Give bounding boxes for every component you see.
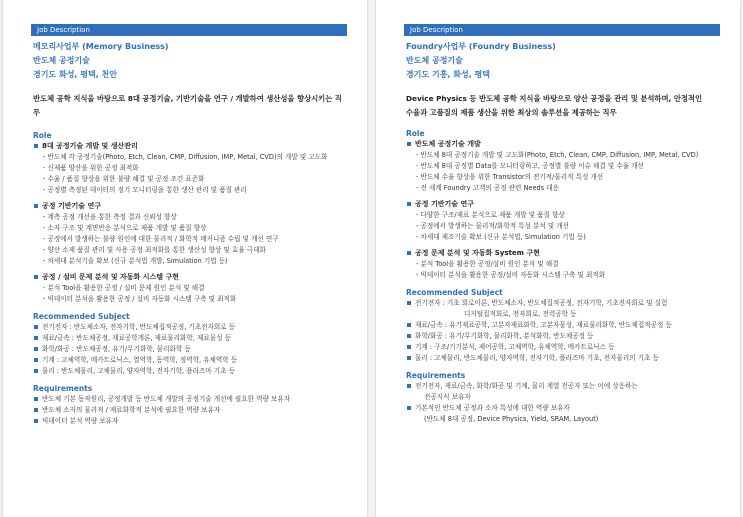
square-bullet-icon: [34, 369, 38, 373]
role-detail: - 신제품 양산을 위한 공정 최적화: [43, 164, 139, 172]
role-group: [406, 248, 718, 281]
square-bullet-icon: [407, 202, 411, 206]
square-bullet-icon: [34, 144, 38, 148]
role-heading: Role: [406, 129, 425, 138]
role-heading: Role: [33, 131, 52, 140]
role-detail: - 반도체 각 공정기술(Photo, Etch, Clean, CMP, Diffusion, IMP, Metal, CVD)의 개발 및 고도화: [43, 153, 328, 161]
role-detail: - 소자 구조 및 계면반응 분석으로 제품 개발 및 품질 향상: [43, 224, 207, 232]
role-item-title: 공정 / 설비 문제 분석 및 자동화 시스템 구현: [33, 272, 345, 283]
job-intro: 반도체 공학 지식을 바탕으로 8대 공정기술, 기반기술을 연구 / 개발하여 생산성을 향상시키는 직무: [33, 94, 342, 117]
role-group: [33, 201, 345, 267]
role-detail: - 수율 / 품질 향상을 위한 불량 해결 및 공정 조건 표준화: [43, 175, 205, 183]
page-content: [406, 40, 718, 430]
requirement-item: 전기전자, 재료/금속, 화학/화공 및 기계, 물리 계열 전공자 또는 이에 상응하는: [406, 381, 718, 392]
subject-item-continued: 디지털집적회로, 전자회로, 전력공학 등: [464, 310, 577, 318]
square-bullet-icon: [407, 251, 411, 255]
subject-item: 전기전자 : 기초 회로이론, 반도체소자, 반도체집적공정, 전자기학, 기초전자회로 및 실험: [406, 298, 718, 309]
role-detail: - 공정별 측정된 데이터의 정기 모니터링을 통한 생산 관리 및 품질 관리: [43, 186, 247, 194]
requirements-heading: Requirements: [33, 384, 93, 393]
requirement-item-continued: (반도체 8대 공정, Device Physics, Yield, SRAM, Layout): [424, 415, 599, 423]
role-item-title: 공정 문제 분석 및 자동화 System 구현: [406, 248, 718, 259]
role-item-title: 8대 공정기술 개발 및 생산관리: [33, 141, 345, 152]
role-detail: - 차세대 제조기술 확보 (신규 분석법, Simulation 기법 등): [416, 233, 586, 241]
requirement-item: 기본적인 반도체 공정과 소자 특성에 대한 역량 보유자: [406, 403, 718, 414]
subject-item: 재료/금속 : 유기재료공학, 고분자재료화학, 고분자물성, 재료물리화학, 반도체집적공정 등: [406, 320, 718, 331]
job-description-header: Job Description: [404, 24, 720, 36]
requirement-item: 빅데이터 분석 역량 보유자: [33, 416, 345, 427]
square-bullet-icon: [34, 347, 38, 351]
subject-list: [33, 322, 345, 377]
square-bullet-icon: [407, 356, 411, 360]
role-detail: - 계측 공정 개선을 통한 측정 결과 신뢰성 향상: [43, 213, 177, 221]
subject-item: 전기전자 : 반도체소자, 전자기학, 반도체집적공정, 기초전자회로 등: [33, 322, 345, 333]
role-detail: - 반도체 8대 공정별 Data를 모니터링하고, 공정별 불량 이슈 해결 및 수율 개선: [416, 162, 644, 170]
role-group: [33, 141, 345, 196]
requirement-item-continued: 전공지식 보유자: [424, 393, 471, 401]
subject-item: 물리 : 반도체물리, 고체물리, 양자역학, 전자기학, 플라즈마 기초 등: [33, 366, 345, 377]
role-group: [406, 139, 718, 194]
field-title: 반도체 공정기술: [406, 56, 463, 65]
role-detail: - 분석 Tool을 활용한 공정/설비 원인 분석 및 해결: [416, 260, 559, 268]
recommended-subject-heading: Recommended Subject: [33, 312, 130, 321]
square-bullet-icon: [34, 204, 38, 208]
role-detail: - 공정에서 발생하는 불량 원인에 대한 물리적 / 화학적 메커니즘 수립 및 개선 연구: [43, 235, 279, 243]
role-detail: - 양산 소재 품질 관리 및 사용 공정 최적화를 통한 생산성 향상 및 효율 극대화: [43, 246, 266, 254]
business-title: Foundry사업부 (Foundry Business): [406, 42, 556, 51]
square-bullet-icon: [34, 358, 38, 362]
square-bullet-icon: [407, 301, 411, 305]
subject-item: 물리 : 고체물리, 반도체물리, 양자역학, 전자기학, 플라즈마 기초, 전자물리의 기초 등: [406, 353, 718, 364]
business-title: 메모리사업부 (Memory Business): [33, 42, 169, 51]
subject-item: 기계 : 고체역학, 메카트로닉스, 열역학, 동역학, 정역학, 유체역학 등: [33, 355, 345, 366]
role-item-title: 반도체 공정기술 개발: [406, 139, 718, 150]
page-content: [33, 40, 345, 432]
square-bullet-icon: [34, 397, 38, 401]
square-bullet-icon: [407, 334, 411, 338]
job-description-page-memory: [3, 0, 367, 517]
square-bullet-icon: [34, 275, 38, 279]
requirement-list: [406, 381, 718, 425]
square-bullet-icon: [407, 384, 411, 388]
job-intro-line: Device Physics 등 반도체 공학 지식을 바탕으로 양산 공정을 관리 및 분석하며, 안정적인: [406, 94, 703, 103]
square-bullet-icon: [34, 336, 38, 340]
recommended-subject-heading: Recommended Subject: [406, 288, 503, 297]
role-item-title: 공정 기반기술 연구: [406, 199, 718, 210]
job-intro: [406, 92, 718, 120]
job-description-page-foundry: [376, 0, 740, 517]
location-title: 경기도 기흥, 화성, 평택: [406, 70, 490, 79]
role-detail: - 빅데이터 분석을 활용한 공정 / 설비 자동화 시스템 구축 및 최적화: [43, 295, 237, 303]
role-detail: - 반도체 8대 공정기술 개발 및 고도화(Photo, Etch, Clean, CMP, Diffusion, IMP, Metal, CVD): [416, 151, 699, 159]
role-detail: - 전 세계 Foundry 고객의 공정 관련 Needs 대응: [416, 184, 559, 192]
requirement-item: 반도체 소자의 물리적 / 재료화학적 분석에 필요한 역량 보유자: [33, 405, 345, 416]
role-detail: - 다양한 구조/재료 분석으로 제품 개발 및 품질 향상: [416, 211, 565, 219]
role-detail: - 차세대 분석기술 확보 (신규 분석법 개발, Simulation 기법 등): [43, 257, 228, 265]
subject-item: 화학/화공 : 반도체공정, 유기/무기화학, 물리화학 등: [33, 344, 345, 355]
location-title: 경기도 화성, 평택, 천안: [33, 70, 117, 79]
role-group: [406, 199, 718, 243]
subject-item: 화학/화공 : 유기/무기화학, 물리화학, 분석화학, 반도체공정 등: [406, 331, 718, 342]
job-intro-line: 수율과 고품질의 제품 생산을 위한 최상의 솔루션을 제공하는 직무: [406, 108, 617, 117]
square-bullet-icon: [34, 419, 38, 423]
role-detail: - 빅데이터 분석을 활용한 공정/설비 자동화 시스템 구축 및 최적화: [416, 271, 606, 279]
square-bullet-icon: [407, 406, 411, 410]
square-bullet-icon: [407, 142, 411, 146]
subject-item: 재료/금속 : 반도체공정, 재료공학개론, 재료물리화학, 재료물성 등: [33, 333, 345, 344]
square-bullet-icon: [407, 323, 411, 327]
square-bullet-icon: [34, 325, 38, 329]
requirement-item: 반도체 기본 동작원리, 공정개발 등 반도체 개발의 공정기술 개선에 필요한 역량 보유자: [33, 394, 345, 405]
role-detail: - 공정에서 발생하는 물리적/화학적 특성 분석 및 개선: [416, 222, 570, 230]
requirements-heading: Requirements: [406, 371, 466, 380]
role-item-title: 공정 기반기술 연구: [33, 201, 345, 212]
subject-list: [406, 298, 718, 364]
square-bullet-icon: [34, 408, 38, 412]
subject-item: 기계 : 구조/기기분석, 제어공학, 고체역학, 유체역학, 메카트로닉스 등: [406, 342, 718, 353]
role-group: [33, 272, 345, 305]
job-description-header: Job Description: [31, 24, 347, 36]
role-detail: - 분석 Tool을 활용한 공정 / 설비 문제 원인 분석 및 해결: [43, 284, 205, 292]
square-bullet-icon: [407, 345, 411, 349]
field-title: 반도체 공정기술: [33, 56, 90, 65]
requirement-list: [33, 394, 345, 427]
role-detail: - 반도체 수율 향상을 위한 Transistor의 전기적/물리적 특성 개선: [416, 173, 604, 181]
